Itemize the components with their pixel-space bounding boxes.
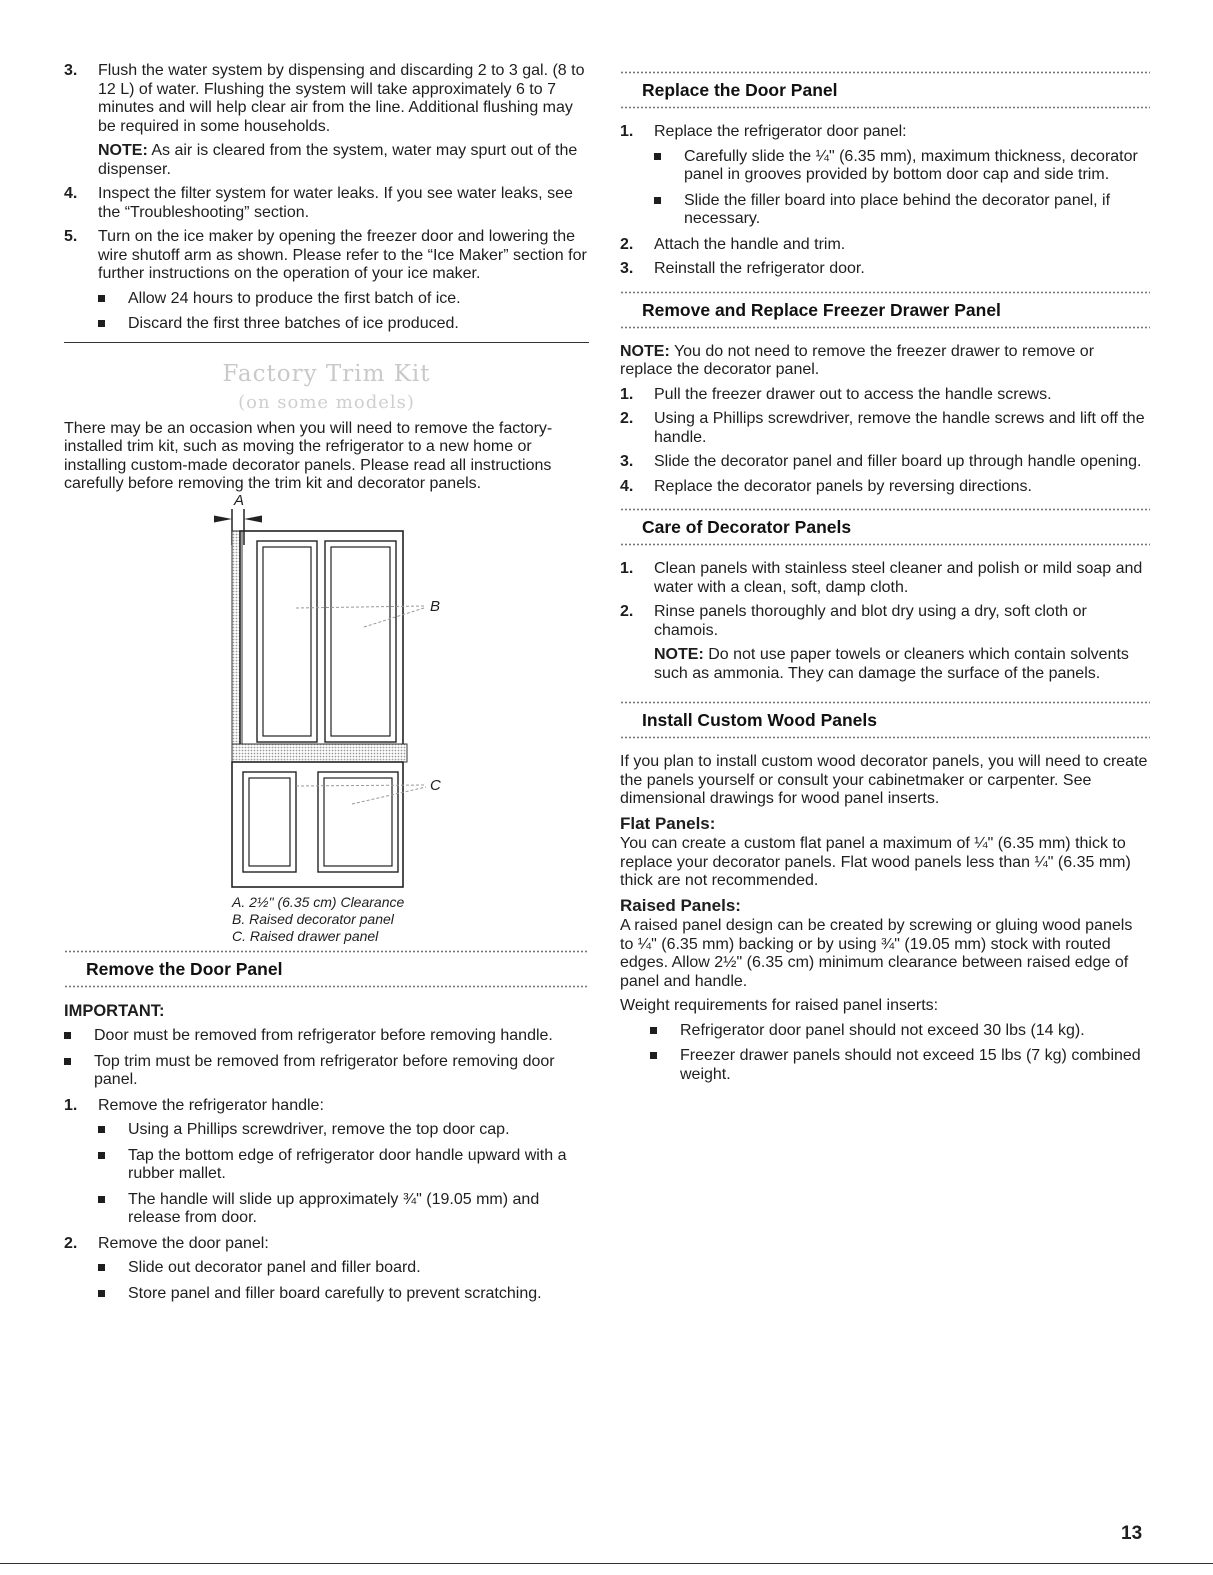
step-text: Replace the decorator panels by reversing directions. [654,477,1032,495]
right-door-panel-inner [331,547,390,736]
drawer-top-trim [232,744,407,762]
raised-panels-text: A raised panel design can be created by screwing or gluing wood panels to ¼" (6.35 mm) backing or by using ¾" (19.05 mm) stock with routed edges. Allow 2½" (6.35 cm) minimum clearance between raised edge of panel and handle. [620,917,1133,990]
refrigerator-door [240,531,403,755]
note-label: NOTE: [98,142,148,159]
important-bullets [64,1027,589,1090]
leader-line-b [296,606,424,608]
replace-step-3 [620,260,1150,279]
step-text: Pull the freezer drawer out to access the handle screws. [654,385,1052,403]
bullet-list [98,290,589,334]
step-number: 2. [620,603,634,620]
bullet-list [654,148,1150,229]
step-text: Clean panels with stainless steel cleaner and polish or mild soap and water with a clean, soft, damp cloth. [654,560,1143,596]
step-number: 1. [620,123,634,140]
flat-panels-text: You can create a custom flat panel a maximum of ¼" (6.35 mm) thick to replace your decorator panels. Flat wood panels less than ¼" (6.35 mm) thick are not recommended. [620,835,1131,889]
left-door-panel [257,541,317,742]
drawer-panel-left [243,772,296,872]
step-number: 3. [64,62,78,79]
left-door-panel-inner [263,547,311,736]
remove-step-2 [64,1235,589,1304]
section-heading: Care of Decorator Panels [642,517,852,537]
note-label: NOTE: [620,342,670,360]
right-column [620,62,1150,1091]
dotted-rule [620,508,1150,511]
dotted-rule [620,326,1150,329]
remove-door-section-header [64,950,589,988]
legend-item: B. Raised decorator panel [232,910,394,927]
section-heading: Install Custom Wood Panels [642,710,877,730]
leader-line-b-2 [364,608,424,627]
freezer-step-2 [620,410,1150,447]
step-text: Flush the water system by dispensing and discarding 2 to 3 gal. (8 to 12 L) of water. Flushing the system will take approximately 6 to 7 minutes and will help clear air from the line. Additional flushing may be required in some households. [98,62,585,135]
arrow-right-icon [214,515,232,522]
replace-step-2 [620,236,1150,255]
left-column [64,62,589,1310]
dotted-rule [620,106,1150,109]
freezer-step-4 [620,478,1150,497]
list-item: Top trim must be removed from refrigerator before removing door panel. [64,1053,589,1090]
raised-panels-heading: Raised Panels: [620,895,741,915]
list-item: Store panel and filler board carefully to prevent scratching. [98,1285,589,1304]
kit-subtitle: (on some models) [238,391,415,413]
drawer-panel-left-inner [249,778,290,866]
step-number: 2. [64,1234,78,1252]
kit-title: Factory Trim Kit [222,360,431,387]
step-text: Inspect the filter system for water leaks. If you see water leaks, see the “Troubleshooting” section. [98,185,573,221]
step-number: 2. [620,410,634,427]
note-text: As air is cleared from the system, water may spurt out of the dispenser. [98,142,578,178]
custom-section-header [620,701,1150,739]
trim-kit-diagram [64,491,589,944]
step-number: 2. [620,235,634,253]
note-text: Do not use paper towels or cleaners which contain solvents such as ammonia. They can damage the surface of the panels. [654,646,1129,682]
care-step-1 [620,560,1150,597]
figure-legend [232,894,404,945]
kit-intro: There may be an occasion when you will need to remove the factory-installed trim kit, such as moving the refrigerator to a new home or installing custom-made decorator panels. Please read all instructions carefully before removing the trim kit and decorator panels. [64,419,553,492]
note-text: You do not need to remove the freezer drawer to remove or replace the decorator panel. [620,342,1095,378]
remove-step-1 [64,1097,589,1228]
drawer-panel-right [318,772,398,872]
important-label: IMPORTANT: [64,1001,165,1020]
weight-bullets [650,1022,1150,1085]
dotted-rule [64,985,589,988]
dotted-rule [620,291,1150,294]
dotted-rule [620,736,1150,739]
step-number: 4. [620,477,634,495]
callout-a: A [234,491,245,509]
legend-item: C. Raised drawer panel [232,927,379,944]
replace-step-1 [620,123,1150,229]
step-number: 1. [620,560,634,577]
list-item: Discard the first three batches of ice produced. [98,315,589,334]
care-step-2 [620,603,1150,683]
leader-line-c-2 [352,787,426,804]
step-number: 3. [620,260,634,277]
care-section-header [620,508,1150,546]
bullet-list [98,1121,589,1228]
list-item: Tap the bottom edge of refrigerator door handle upward with a rubber mallet. [98,1147,589,1184]
section-heading: Remove the Door Panel [86,958,283,979]
list-item: Refrigerator door panel should not exceed 30 lbs (14 kg). [650,1022,1150,1041]
weight-text: Weight requirements for raised panel inserts: [620,997,939,1014]
note [654,646,1150,683]
dotted-rule [64,950,589,953]
bullet-list [98,1259,589,1303]
replace-door-section-header [620,71,1150,109]
freezer-section-header [620,291,1150,329]
list-item: Door must be removed from refrigerator before removing handle. [64,1027,589,1046]
right-door-panel [325,541,396,742]
list-item: Carefully slide the ¼" (6.35 mm), maximum thickness, decorator panel in grooves provided by bottom door cap and side trim. [654,148,1150,185]
section-divider [64,342,589,343]
step-text: Remove the refrigerator handle: [98,1096,324,1114]
custom-intro: If you plan to install custom wood decorator panels, you will need to create the panels yourself or consult your cabinetmaker or carpenter. See dimensional drawings for wood panel inserts. [620,753,1148,807]
list-item: Allow 24 hours to produce the first batch of ice. [98,290,589,309]
step-5 [64,228,589,334]
note-label: NOTE: [654,646,704,663]
flat-panels-heading: Flat Panels: [620,813,716,833]
step-text: Reinstall the refrigerator door. [654,260,865,277]
list-item: Slide the filler board into place behind the decorator panel, if necessary. [654,192,1150,229]
step-text: Remove the door panel: [98,1234,269,1252]
step-text: Rinse panels thoroughly and blot dry using a dry, soft cloth or chamois. [654,603,1087,639]
step-text: Attach the handle and trim. [654,235,846,253]
section-heading: Remove and Replace Freezer Drawer Panel [642,299,1001,320]
note [620,343,1150,380]
step-text: Turn on the ice maker by opening the freezer door and lowering the wire shutoff arm as shown. Please refer to the “Ice Maker” section for further instructions on the operation of your ice maker. [98,228,587,282]
dotted-rule [620,701,1150,704]
step-3 [64,62,589,179]
note [98,142,589,179]
list-item: Slide out decorator panel and filler board. [98,1259,589,1278]
legend-item: A. 2½" (6.35 cm) Clearance [232,893,405,910]
step-number: 1. [64,1096,78,1114]
dotted-rule [620,71,1150,74]
step-text: Replace the refrigerator door panel: [654,123,907,140]
list-item: Using a Phillips screwdriver, remove the top door cap. [98,1121,589,1140]
list-item: Freezer drawer panels should not exceed 15 lbs (7 kg) combined weight. [650,1047,1150,1084]
refrigerator-illustration [64,500,589,930]
callout-b: B [430,597,441,615]
footer-rule [0,1563,1213,1564]
drawer-panel-right-inner [324,778,392,866]
step-number: 5. [64,228,78,245]
dotted-rule [620,543,1150,546]
callout-c: C [430,776,441,794]
step-number: 3. [620,453,634,470]
step-number: 4. [64,185,78,202]
step-text: Slide the decorator panel and filler board up through handle opening. [654,453,1142,470]
freezer-step-3 [620,453,1150,472]
page-number: 13 [1121,1523,1143,1544]
step-text: Using a Phillips screwdriver, remove the handle screws and lift off the handle. [654,410,1145,446]
list-item: The handle will slide up approximately ¾" (19.05 mm) and release from door. [98,1191,589,1228]
leader-line-c [296,785,426,786]
step-4 [64,185,589,222]
arrow-left-icon [244,515,262,522]
step-number: 1. [620,385,634,403]
freezer-step-1 [620,386,1150,405]
section-heading: Replace the Door Panel [642,80,838,100]
